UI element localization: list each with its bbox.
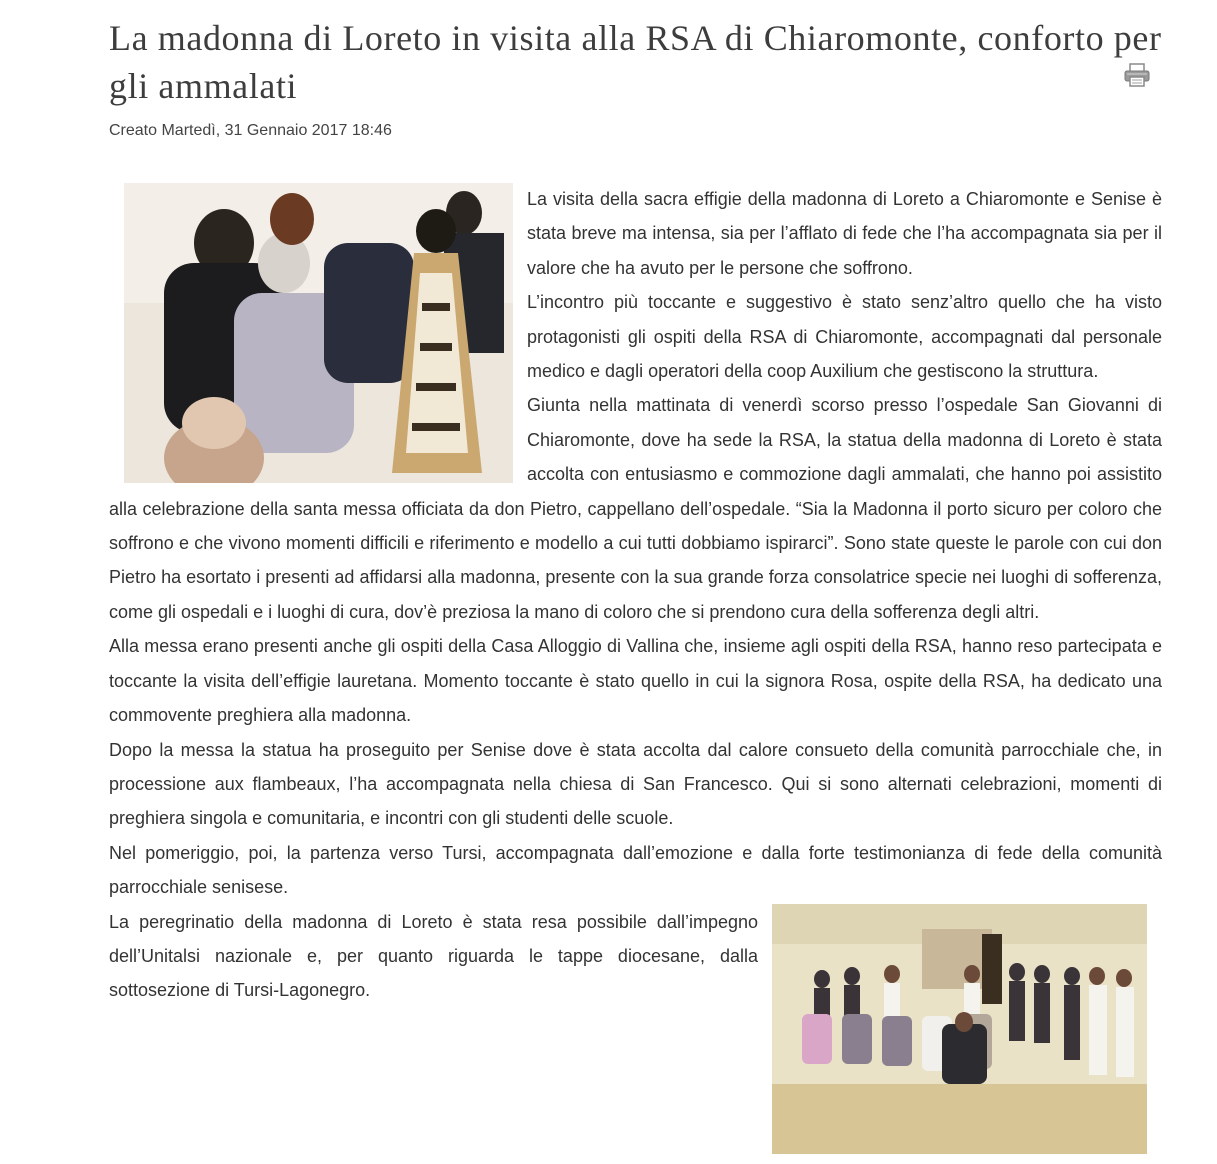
photo-group-rsa (772, 904, 1147, 1154)
paragraph: Dopo la messa la statua ha proseguito per Senise dove è stata accolta dal calore consueto della comunità parrocchiale che, in processione aux flambeaux, l’ha accompagnata nella chiesa di San Francesco. Qui si sono alternati celebrazioni, momenti di preghiera singola e comunitaria, e incontri con gli studenti delle scuole. (109, 739, 1162, 829)
print-button[interactable] (1123, 61, 1151, 89)
photo-madonna-statue (124, 183, 513, 483)
paragraph: La visita della sacra effigie della madonna di Loreto a Chiaromonte e Senise è stata breve ma intensa, sia per l’afflato di fede che l’ha accompagnata sia per il valore che ha avuto per le persone che soffrono. (527, 189, 1162, 278)
printer-icon (1123, 61, 1151, 89)
article (109, 14, 1162, 1001)
page-title: La madonna di Loreto in visita alla RSA di Chiaromonte, conforto per gli ammalati (109, 18, 1162, 106)
paragraph: Nel pomeriggio, poi, la partenza verso Tursi, accompagnata dall’emozione e dalla forte testimonianza di fede della comunità parrocchiale senisese. (109, 842, 1162, 898)
article-body (109, 182, 1162, 1164)
created-date: Creato Martedì, 31 Gennaio 2017 18:46 (109, 122, 392, 139)
paragraph: L’incontro più toccante e suggestivo è stato senz’altro quello che ha visto protagonisti gli ospiti della RSA di Chiaromonte, accompagnati dal personale medico e dagli operatori della coop Auxilium che gestiscono la struttura. (527, 292, 1162, 382)
paragraph: Giunta nella mattinata di venerdì scorso presso l’ospedale San Giovanni di Chiaromonte, dove ha sede la RSA, la statua della madonna di Loreto è stata accolta con entusiasmo e commozione dagli ammalati, che hanno poi assistito alla celebrazione della santa messa officiata da don Pietro, cappellano dell’ospedale. “Sia la Madonna il porto sicuro per coloro che soffrono e che vivono momenti difficili e riferimento e modello a cui tutti dobbiamo ispirarci”. Sono state queste le parole con cui don Pietro ha esortato i presenti ad affidarsi alla madonna, presente con la sua grande forza consolatrice specie nei luoghi di sofferenza, come gli ospedali e i luoghi di cura, dov’è preziosa la mano di coloro che si prendono cura della sofferenza degli altri. (109, 395, 1162, 622)
paragraph: La peregrinatio della madonna di Loreto è stata resa possibile dall’impegno dell’Unitalsi nazionale e, per quanto riguarda le tappe diocesane, dalla sottosezione di Tursi-Lagonegro. (109, 911, 758, 1001)
paragraph: Alla messa erano presenti anche gli ospiti della Casa Alloggio di Vallina che, insieme agli ospiti della RSA, hanno reso partecipata e toccante la visita dell’effigie lauretana. Momento toccante è stato quello in cui la signora Rosa, ospite della RSA, ha dedicato una commovente preghiera alla madonna. (109, 636, 1162, 726)
